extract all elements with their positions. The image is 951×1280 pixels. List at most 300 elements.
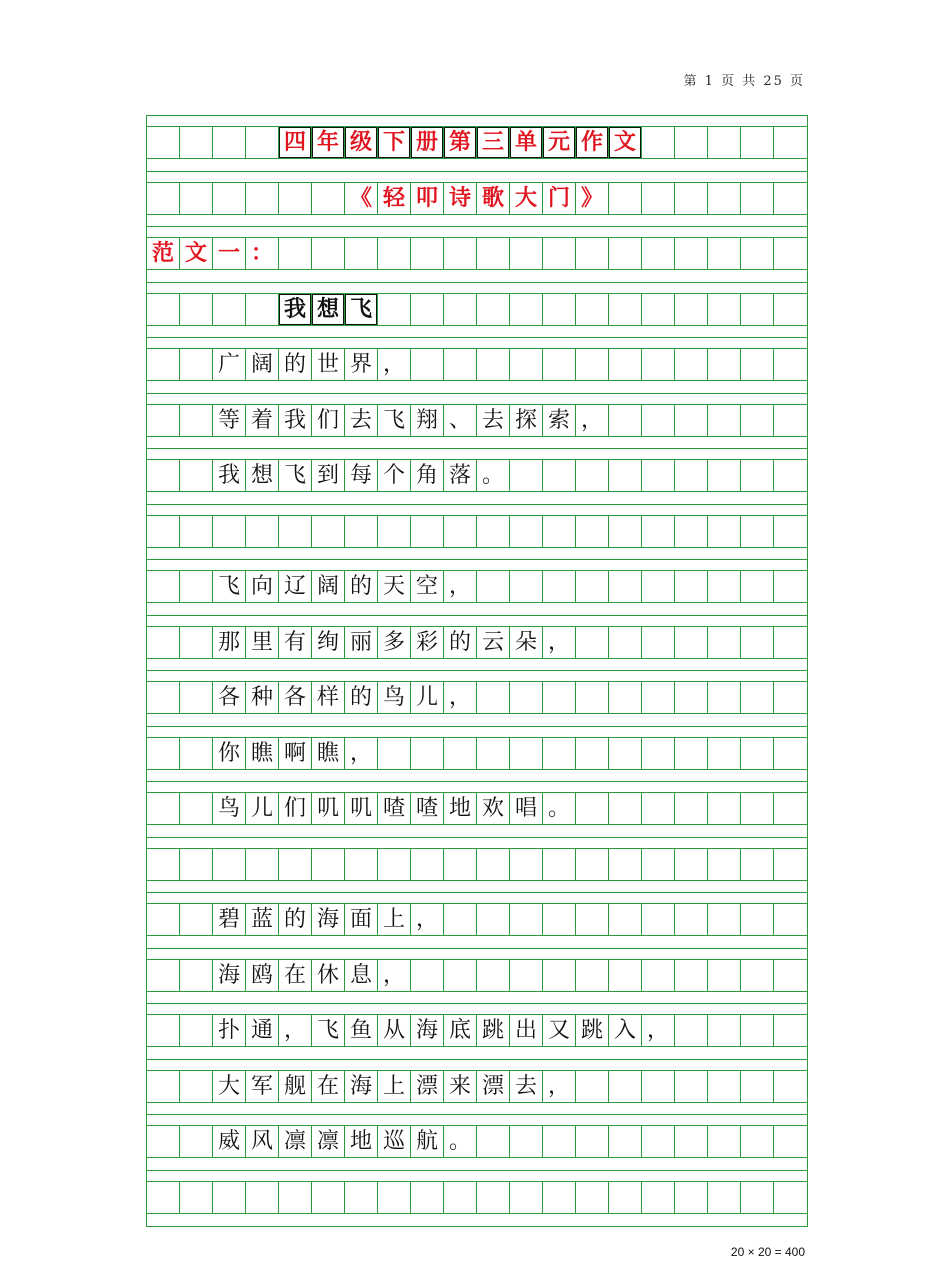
grid-cell [609, 904, 642, 935]
grid-cell: 跳 [477, 1015, 510, 1046]
grid-cell [708, 294, 741, 325]
grid-cell: 的 [279, 349, 312, 380]
grid-cell: 的 [444, 627, 477, 658]
grid-cell: 叽 [345, 793, 378, 824]
grid-cell: ， [411, 904, 444, 935]
grid-cell [741, 738, 774, 769]
grid-cell [180, 1015, 213, 1046]
spacer-rule [147, 504, 807, 505]
grid-cell [147, 1015, 180, 1046]
grid-cell: ， [444, 571, 477, 602]
grid-cell: 大 [510, 183, 543, 214]
grid-cell: 通 [246, 1015, 279, 1046]
grid-cell [576, 849, 609, 880]
grid-cell: 个 [378, 460, 411, 491]
grid-cell [213, 1182, 246, 1213]
grid-cell [147, 904, 180, 935]
grid-cell [741, 238, 774, 269]
grid-cell [378, 1182, 411, 1213]
grid-cell [642, 516, 675, 547]
grid-cell [774, 460, 807, 491]
grid-cell: 儿 [411, 682, 444, 713]
grid-cell [510, 738, 543, 769]
grid-row [147, 182, 807, 215]
spacer-rule [147, 115, 807, 116]
grid-cell [609, 1182, 642, 1213]
grid-cell: 上 [378, 1071, 411, 1102]
grid-cell [642, 1071, 675, 1102]
spacer-rule [147, 1059, 807, 1060]
grid-cell: 欢 [477, 793, 510, 824]
spacer-rule [147, 948, 807, 949]
spacer-rule [147, 448, 807, 449]
grid-cell: 们 [279, 793, 312, 824]
grid-cell: 去 [510, 1071, 543, 1102]
grid-cell [609, 793, 642, 824]
grid-cell [675, 682, 708, 713]
grid-cell: 》 [576, 183, 609, 214]
grid-cell [180, 571, 213, 602]
grid-cell [510, 1126, 543, 1157]
grid-cell [180, 738, 213, 769]
grid-cell [708, 183, 741, 214]
spacer-rule [147, 226, 807, 227]
grid-cell [741, 460, 774, 491]
grid-cell: 军 [246, 1071, 279, 1102]
grid-cell [675, 349, 708, 380]
grid-cell: 着 [246, 405, 279, 436]
grid-cell [147, 849, 180, 880]
grid-cell: 下 [378, 127, 411, 158]
grid-cell: 叽 [312, 793, 345, 824]
spacer-rule [147, 337, 807, 338]
grid-cell [774, 627, 807, 658]
grid-cell [642, 904, 675, 935]
grid-cell [180, 1126, 213, 1157]
grid-cell [279, 238, 312, 269]
grid-cell [543, 682, 576, 713]
grid-cell [675, 460, 708, 491]
grid-cell [147, 349, 180, 380]
grid-cell: ， [345, 738, 378, 769]
grid-cell [213, 183, 246, 214]
grid-cell: 飞 [213, 571, 246, 602]
grid-cell [741, 682, 774, 713]
grid-cell: 息 [345, 960, 378, 991]
grid-cell [180, 349, 213, 380]
grid-cell: 我 [279, 405, 312, 436]
grid-cell: 从 [378, 1015, 411, 1046]
spacer-rule [147, 171, 807, 172]
grid-cell [510, 294, 543, 325]
grid-cell: 叩 [411, 183, 444, 214]
grid-cell: 地 [444, 793, 477, 824]
grid-cell: 飞 [279, 460, 312, 491]
grid-cell [147, 627, 180, 658]
grid-row [147, 237, 807, 270]
grid-cell [741, 127, 774, 158]
grid-cell [708, 460, 741, 491]
grid-cell: 飞 [345, 294, 378, 325]
grid-cell [609, 516, 642, 547]
grid-cell [576, 682, 609, 713]
grid-cell [774, 738, 807, 769]
grid-cell [675, 1015, 708, 1046]
grid-cell: 天 [378, 571, 411, 602]
grid-cell: 一 [213, 238, 246, 269]
grid-cell [741, 960, 774, 991]
grid-cell [576, 627, 609, 658]
grid-cell: 。 [444, 1126, 477, 1157]
grid-cell: 啊 [279, 738, 312, 769]
grid-cell [147, 793, 180, 824]
grid-cell [774, 405, 807, 436]
grid-cell: 漂 [477, 1071, 510, 1102]
grid-cell: 索 [543, 405, 576, 436]
grid-cell [741, 1015, 774, 1046]
grid-cell: 上 [378, 904, 411, 935]
grid-cell: 范 [147, 238, 180, 269]
grid-cell [609, 1071, 642, 1102]
grid-cell [642, 1126, 675, 1157]
grid-cell: ， [543, 1071, 576, 1102]
grid-cell [246, 183, 279, 214]
grid-cell [741, 1071, 774, 1102]
grid-cell [609, 571, 642, 602]
grid-cell: 册 [411, 127, 444, 158]
grid-cell [675, 627, 708, 658]
grid-cell: 来 [444, 1071, 477, 1102]
grid-cell [345, 849, 378, 880]
grid-cell: 出 [510, 1015, 543, 1046]
grid-cell [642, 127, 675, 158]
grid-cell [312, 1182, 345, 1213]
grid-cell [147, 571, 180, 602]
grid-cell [246, 127, 279, 158]
grid-cell [510, 571, 543, 602]
grid-cell [774, 960, 807, 991]
spacer-rule [147, 726, 807, 727]
grid-row [147, 126, 807, 159]
grid-cell [708, 627, 741, 658]
grid-cell [543, 960, 576, 991]
grid-cell [147, 1126, 180, 1157]
grid-cell [642, 1182, 675, 1213]
grid-cell [411, 238, 444, 269]
grid-cell [477, 1182, 510, 1213]
grid-cell [543, 516, 576, 547]
grid-cell [675, 1071, 708, 1102]
grid-cell: 在 [279, 960, 312, 991]
grid-cell: 威 [213, 1126, 246, 1157]
grid-cell [774, 127, 807, 158]
spacer-rule [147, 781, 807, 782]
grid-cell: 种 [246, 682, 279, 713]
grid-cell [609, 183, 642, 214]
grid-cell [510, 682, 543, 713]
grid-cell [279, 183, 312, 214]
grid-cell [741, 294, 774, 325]
grid-cell: 界 [345, 349, 378, 380]
grid-cell: 的 [345, 571, 378, 602]
grid-cell: 歌 [477, 183, 510, 214]
grid-cell [741, 183, 774, 214]
grid-cell [180, 682, 213, 713]
grid-row [147, 792, 807, 825]
grid-cell [675, 516, 708, 547]
grid-cell [708, 849, 741, 880]
grid-cell [576, 1071, 609, 1102]
grid-row [147, 570, 807, 603]
grid-row [147, 348, 807, 381]
grid-cell [477, 738, 510, 769]
grid-cell [477, 238, 510, 269]
grid-cell [609, 960, 642, 991]
grid-cell [642, 294, 675, 325]
grid-cell [312, 516, 345, 547]
grid-cell [312, 238, 345, 269]
grid-row [147, 1125, 807, 1158]
grid-cell: 等 [213, 405, 246, 436]
grid-cell [708, 571, 741, 602]
grid-cell: 巡 [378, 1126, 411, 1157]
grid-cell [378, 238, 411, 269]
grid-cell [510, 1182, 543, 1213]
grid-cell: 鸟 [213, 793, 246, 824]
grid-cell [774, 1126, 807, 1157]
grid-cell [675, 1182, 708, 1213]
grid-cell [675, 1126, 708, 1157]
grid-cell: 绚 [312, 627, 345, 658]
grid-cell [609, 460, 642, 491]
grid-cell [642, 960, 675, 991]
grid-row [147, 1070, 807, 1103]
grid-cell [741, 1126, 774, 1157]
grid-cell: ， [378, 349, 411, 380]
grid-cell [675, 960, 708, 991]
grid-cell [444, 516, 477, 547]
spacer-rule [147, 892, 807, 893]
grid-cell [444, 960, 477, 991]
grid-cell [180, 1071, 213, 1102]
grid-cell: 。 [543, 793, 576, 824]
grid-row [147, 959, 807, 992]
grid-cell [708, 738, 741, 769]
grid-cell [774, 793, 807, 824]
grid-cell: 儿 [246, 793, 279, 824]
grid-cell: 级 [345, 127, 378, 158]
spacer-rule [147, 1114, 807, 1115]
grid-cell [312, 849, 345, 880]
grid-cell: 蓝 [246, 904, 279, 935]
grid-cell: 作 [576, 127, 609, 158]
grid-cell: 元 [543, 127, 576, 158]
grid-cell: 轻 [378, 183, 411, 214]
grid-cell: 空 [411, 571, 444, 602]
grid-cell [708, 960, 741, 991]
grid-cell [774, 1071, 807, 1102]
grid-cell [477, 849, 510, 880]
grid-cell: 文 [609, 127, 642, 158]
grid-cell: 凛 [279, 1126, 312, 1157]
grid-cell [213, 127, 246, 158]
grid-cell: 单 [510, 127, 543, 158]
grid-cell: 去 [477, 405, 510, 436]
grid-row [147, 681, 807, 714]
grid-cell [444, 1182, 477, 1213]
grid-cell: 航 [411, 1126, 444, 1157]
grid-cell: 瞧 [246, 738, 279, 769]
grid-cell [609, 405, 642, 436]
grid-cell [180, 405, 213, 436]
grid-cell [477, 1126, 510, 1157]
grid-cell: 年 [312, 127, 345, 158]
grid-cell [675, 793, 708, 824]
grid-cell: 你 [213, 738, 246, 769]
grid-cell [576, 793, 609, 824]
grid-cell: 第 [444, 127, 477, 158]
grid-cell [444, 238, 477, 269]
grid-cell [576, 238, 609, 269]
grid-cell: 有 [279, 627, 312, 658]
grid-cell [609, 849, 642, 880]
grid-cell [642, 405, 675, 436]
grid-cell [246, 1182, 279, 1213]
grid-row [147, 404, 807, 437]
grid-cell [675, 127, 708, 158]
grid-cell: 阔 [312, 571, 345, 602]
grid-cell [609, 238, 642, 269]
grid-cell: 飞 [378, 405, 411, 436]
grid-cell [609, 294, 642, 325]
grid-cell [642, 627, 675, 658]
grid-cell [510, 904, 543, 935]
grid-cell: 门 [543, 183, 576, 214]
grid-cell: ， [378, 960, 411, 991]
grid-cell [642, 183, 675, 214]
grid-cell [510, 460, 543, 491]
spacer-rule [147, 1170, 807, 1171]
grid-cell [180, 183, 213, 214]
grid-cell: 那 [213, 627, 246, 658]
grid-cell: 们 [312, 405, 345, 436]
grid-cell: 舰 [279, 1071, 312, 1102]
grid-cell [543, 849, 576, 880]
bottom-rule [147, 1226, 807, 1227]
grid-cell: 海 [345, 1071, 378, 1102]
grid-cell: 面 [345, 904, 378, 935]
grid-cell: 三 [477, 127, 510, 158]
grid-cell [543, 460, 576, 491]
grid-cell: 地 [345, 1126, 378, 1157]
grid-cell: 每 [345, 460, 378, 491]
grid-cell: 探 [510, 405, 543, 436]
grid-cell [609, 682, 642, 713]
grid-cell [279, 516, 312, 547]
grid-cell [180, 460, 213, 491]
grid-cell [147, 294, 180, 325]
grid-cell [774, 183, 807, 214]
grid-cell: 凛 [312, 1126, 345, 1157]
grid-cell: 海 [411, 1015, 444, 1046]
grid-cell [675, 849, 708, 880]
grid-cell: 翔 [411, 405, 444, 436]
grid-cell [642, 738, 675, 769]
grid-row [147, 737, 807, 770]
grid-cell [180, 904, 213, 935]
grid-cell [147, 960, 180, 991]
grid-cell [147, 738, 180, 769]
grid-cell [378, 738, 411, 769]
grid-cell [378, 294, 411, 325]
grid-cell [378, 516, 411, 547]
grid-cell [477, 904, 510, 935]
grid-cell [477, 682, 510, 713]
grid-cell [675, 183, 708, 214]
grid-cell [741, 405, 774, 436]
grid-cell [708, 405, 741, 436]
grid-cell [279, 849, 312, 880]
grid-cell: 多 [378, 627, 411, 658]
grid-cell: 四 [279, 127, 312, 158]
grid-cell: ， [642, 1015, 675, 1046]
grid-cell [543, 904, 576, 935]
grid-cell [741, 571, 774, 602]
grid-cell: 落 [444, 460, 477, 491]
grid-cell: 彩 [411, 627, 444, 658]
grid-cell: 漂 [411, 1071, 444, 1102]
grid-row [147, 459, 807, 492]
grid-cell [213, 516, 246, 547]
grid-cell [609, 349, 642, 380]
grid-cell: 去 [345, 405, 378, 436]
grid-cell [675, 738, 708, 769]
grid-cell: 阔 [246, 349, 279, 380]
spacer-rule [147, 1003, 807, 1004]
grid-cell [708, 238, 741, 269]
grid-cell: 又 [543, 1015, 576, 1046]
grid-cell [609, 1126, 642, 1157]
grid-cell [510, 238, 543, 269]
grid-cell: 飞 [312, 1015, 345, 1046]
grid-cell: 跳 [576, 1015, 609, 1046]
grid-cell: 想 [312, 294, 345, 325]
spacer-rule [147, 393, 807, 394]
grid-cell: 丽 [345, 627, 378, 658]
grid-cell [774, 1182, 807, 1213]
grid-cell: ： [246, 238, 279, 269]
grid-cell [642, 793, 675, 824]
grid-cell [510, 960, 543, 991]
grid-cell [576, 904, 609, 935]
grid-cell [774, 516, 807, 547]
grid-cell [708, 1071, 741, 1102]
grid-cell [411, 960, 444, 991]
grid-cell [477, 960, 510, 991]
grid-cell: 样 [312, 682, 345, 713]
grid-cell [543, 349, 576, 380]
grid-cell: 鱼 [345, 1015, 378, 1046]
grid-cell [246, 849, 279, 880]
grid-cell [642, 349, 675, 380]
grid-cell: ， [279, 1015, 312, 1046]
grid-cell [345, 1182, 378, 1213]
grid-cell [147, 183, 180, 214]
grid-count-footer: 20 × 20 = 400 [730, 1245, 805, 1259]
grid-cell [147, 682, 180, 713]
grid-cell [411, 349, 444, 380]
grid-cell [774, 571, 807, 602]
